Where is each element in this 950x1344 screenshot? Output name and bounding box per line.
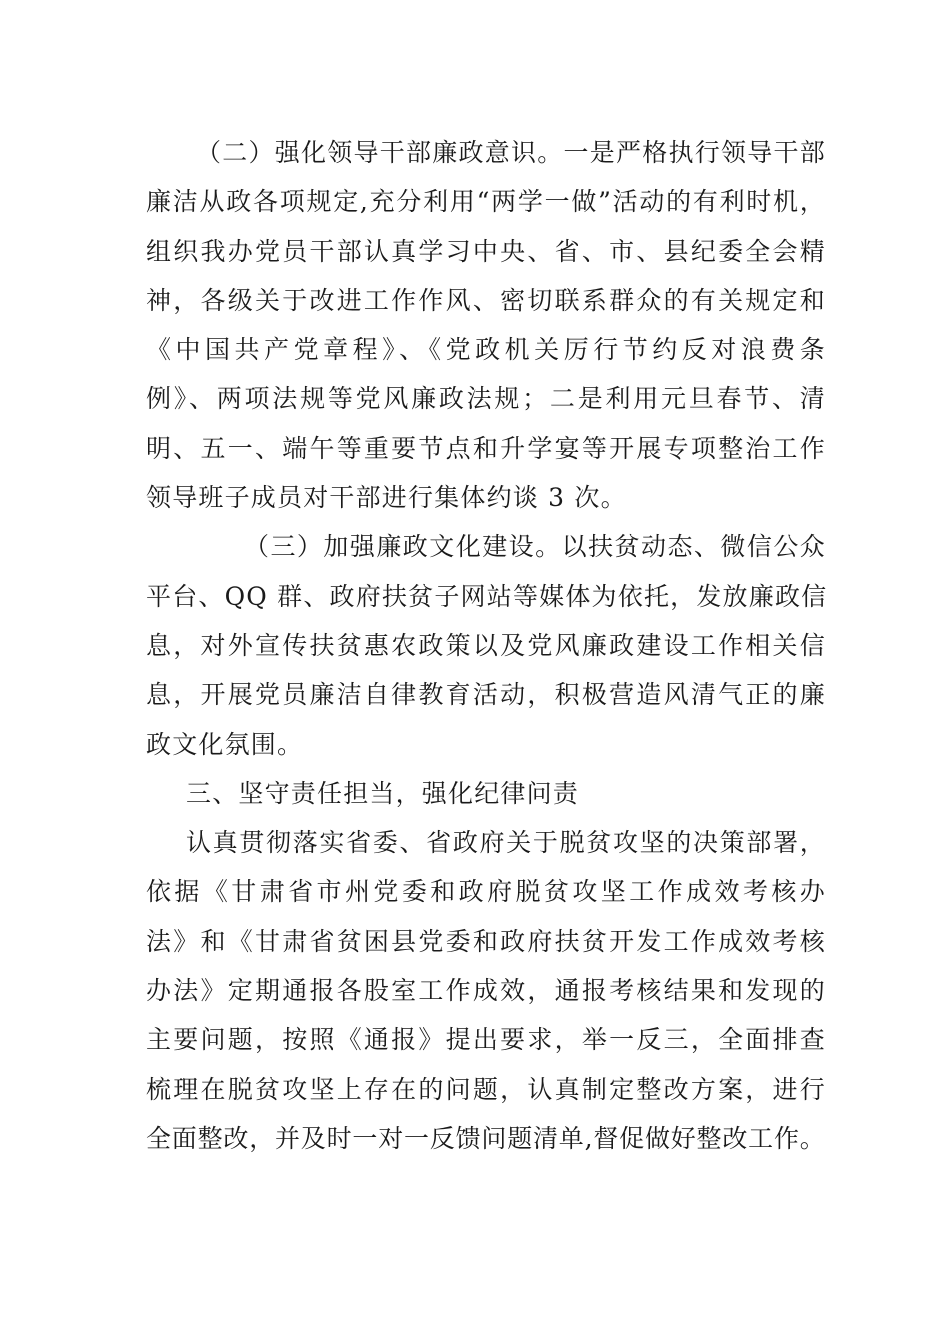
paragraph-line: 依据《甘肃省市州党委和政府脱贫攻坚工作成效考核办 <box>146 877 826 907</box>
paragraph-line: （三）加强廉政文化建设。以扶贫动态、微信公众 <box>244 532 826 562</box>
paragraph-line: 办法》定期通报各股室工作成效，通报考核结果和发现的 <box>146 976 826 1006</box>
paragraph-line: 平台、QQ 群、政府扶贫子网站等媒体为依托，发放廉政信 <box>146 581 828 611</box>
paragraph-line: 主要问题，按照《通报》提出要求，举一反三，全面排查 <box>146 1025 826 1055</box>
paragraph-line: 廉洁从政各项规定,充分利用“两学一做”活动的有利时机， <box>146 187 826 217</box>
paragraph-line: 认真贯彻落实省委、省政府关于脱贫攻坚的决策部署， <box>186 828 826 858</box>
document-body <box>146 128 826 1163</box>
paragraph-line: 领导班子成员对干部进行集体约谈 3 次。 <box>146 483 627 513</box>
paragraph-line: （二）强化领导干部廉政意识。一是严格执行领导干部 <box>196 138 826 167</box>
paragraph-line: 息，对外宣传扶贫惠农政策以及党风廉政建设工作相关信 <box>146 630 826 660</box>
paragraph-line: 例》、两项法规等党风廉政法规；二是利用元旦春节、清 <box>146 384 826 414</box>
paragraph-line: 梳理在脱贫攻坚上存在的问题，认真制定整改方案，进行 <box>146 1074 826 1104</box>
paragraph-line: 《中国共产党章程》、《党政机关厉行节约反对浪费条 <box>146 335 826 365</box>
paragraph-line: 全面整改，并及时一对一反馈问题清单,督促做好整改工作。 <box>146 1123 826 1153</box>
paragraph-line: 神，各级关于改进工作作风、密切联系群众的有关规定和 <box>146 285 826 315</box>
paragraph-line: 组织我办党员干部认真学习中央、省、市、县纪委全会精 <box>146 236 826 266</box>
paragraph-line: 明、五一、端午等重要节点和升学宴等开展专项整治工作 <box>146 433 826 463</box>
paragraph-line: 法》和《甘肃省贫困县党委和政府扶贫开发工作成效考核 <box>146 926 826 956</box>
paragraph-line: 政文化氛围。 <box>146 729 304 759</box>
section-heading: 三、坚守责任担当，强化纪律问责 <box>186 778 580 808</box>
paragraph-line: 息，开展党员廉洁自律教育活动，积极营造风清气正的廉 <box>146 680 826 710</box>
